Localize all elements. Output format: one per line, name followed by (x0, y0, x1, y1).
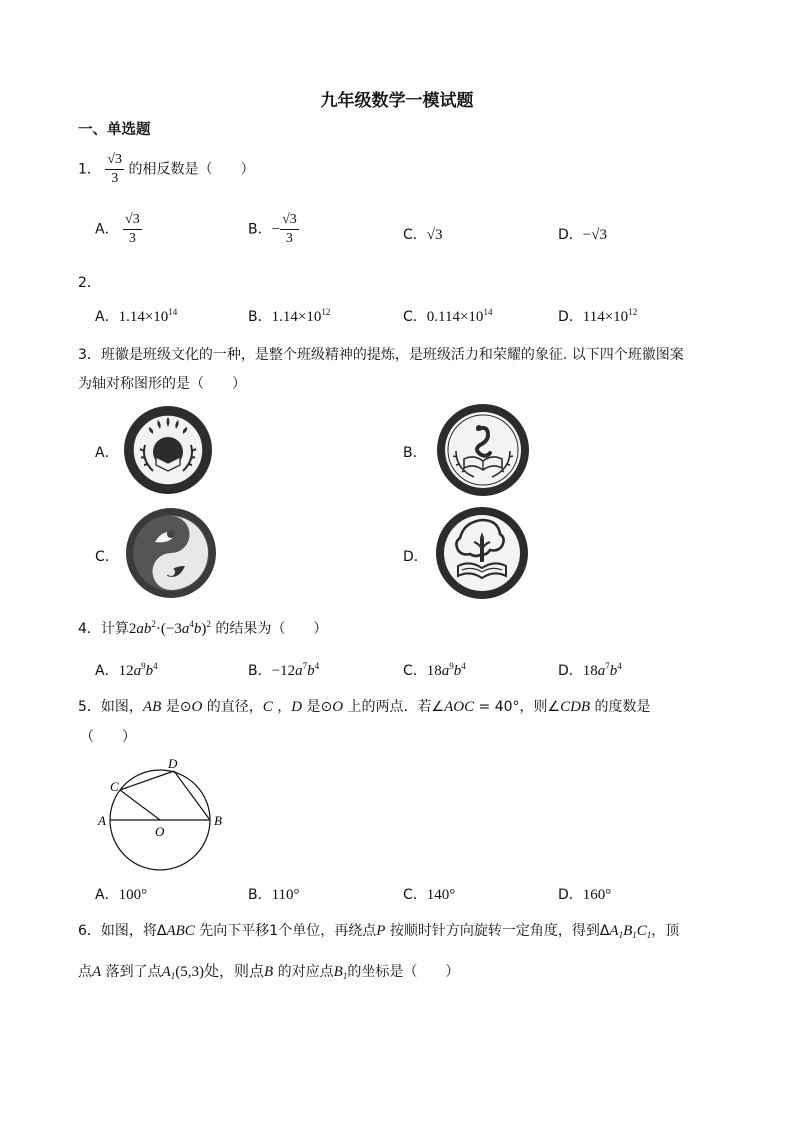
option-label: D． (558, 887, 583, 903)
math-a1: $A_1$ (161, 964, 176, 981)
q4-option-b[interactable]: B．$-12a^7b^4$ (248, 661, 320, 679)
question-text: 上的两点．若∠ (347, 699, 445, 715)
option-label: D． (558, 227, 583, 243)
question-text: 的对应点 (277, 964, 334, 980)
option-mantissa: 0.114×10 (426, 309, 484, 325)
math-aoc: AOC (444, 699, 475, 715)
option-coefficient: 18 (582, 663, 598, 679)
option-value: 140° (426, 887, 456, 903)
math-c: C (262, 699, 273, 715)
math-b1: $B_1$ (333, 964, 348, 981)
q4-option-a[interactable]: A．$12a^9b^4$ (95, 661, 158, 679)
math-b: B (264, 964, 274, 980)
option-exponent: 14 (168, 307, 178, 317)
section-heading: 一、单选题 (78, 122, 151, 138)
question-5-line-2: （ ） (80, 729, 136, 745)
option-mantissa: 114×10 (582, 309, 629, 325)
emblem-c-yin-yang-icon[interactable] (125, 506, 217, 600)
question-text: 的度数是 (594, 699, 651, 715)
question-4 (78, 618, 327, 638)
question-text: 的直径， (206, 699, 263, 715)
fraction-numerator: √3 (280, 212, 299, 230)
option-value: −√3 (582, 227, 607, 243)
question-5-line-1 (78, 696, 651, 716)
option-value: √3 (426, 227, 443, 243)
emblem-a-flame-laurel-icon[interactable] (122, 405, 214, 495)
option-label: D． (558, 663, 583, 679)
question-6-line-1 (78, 920, 679, 940)
q3-option-a-label[interactable]: A． (95, 445, 119, 461)
question-text: 先向下平移1个单位，再绕点 (199, 923, 377, 939)
option-exponent-b: 4 (617, 661, 622, 671)
fraction (123, 212, 142, 247)
option-mantissa: 1.14×10 (271, 309, 322, 325)
q2-option-a[interactable] (95, 306, 177, 326)
q1-option-c[interactable] (403, 224, 443, 244)
question-text: 4．计算 (78, 621, 129, 637)
q1-option-d[interactable] (558, 224, 607, 244)
option-label: B． (248, 663, 272, 679)
option-label: A． (95, 221, 119, 238)
point-a-label: A (98, 813, 106, 828)
option-value: 110° (271, 887, 300, 903)
question-text: 5．如图， (78, 699, 143, 715)
emblem-d-tree-book-icon[interactable] (434, 506, 530, 600)
option-exponent-b: 4 (153, 661, 158, 671)
question-2-number: 2． (78, 275, 101, 291)
emblem-b-book-swirl-icon[interactable] (436, 403, 530, 497)
fraction-numerator: √3 (105, 152, 124, 170)
point-o-label: O (155, 824, 165, 839)
option-exponent-a: 9 (449, 661, 454, 671)
circle-geometry-figure (92, 754, 232, 872)
fraction (105, 152, 124, 187)
q2-option-b[interactable] (248, 306, 330, 326)
fraction-numerator: √3 (123, 212, 142, 230)
fraction (280, 212, 299, 247)
option-coefficient: 18 (426, 663, 442, 679)
math-ab: AB (142, 699, 162, 715)
question-text: (5,3)处，则点 (175, 964, 265, 980)
q2-option-c[interactable] (403, 306, 492, 326)
option-exponent-a: 9 (141, 661, 146, 671)
q3-option-b-label[interactable]: B． (403, 445, 427, 461)
q5-option-b[interactable] (248, 884, 300, 904)
math-a: A (92, 964, 102, 980)
question-text: 按顺时针方向旋转一定角度，得到Δ (389, 923, 610, 939)
point-b-label: B (214, 813, 222, 828)
option-label: C． (403, 663, 427, 679)
math-o: O (191, 699, 203, 715)
fraction-denominator: 3 (128, 231, 136, 246)
math-abc: ABC (166, 923, 195, 939)
option-label: A． (95, 887, 119, 903)
q5-option-d[interactable] (558, 884, 611, 904)
question-text: 点 (78, 964, 92, 980)
option-value: 100° (118, 887, 148, 903)
option-exponent-b: 4 (314, 661, 320, 671)
question-text: = 40°，则∠ (478, 699, 561, 715)
option-exponent: 14 (483, 307, 493, 317)
math-d: D (291, 699, 303, 715)
q2-option-d[interactable] (558, 306, 637, 326)
math-p: P (376, 923, 386, 939)
q5-option-c[interactable] (403, 884, 455, 904)
question-text: 的相反数是（ ） (128, 161, 255, 178)
option-exponent-b: 4 (461, 661, 466, 671)
q3-option-c-label[interactable]: C． (95, 549, 119, 565)
fraction-denominator: 3 (285, 231, 293, 246)
question-text: 是⊙ (306, 699, 333, 715)
option-label: B． (248, 309, 272, 325)
option-exponent: 12 (628, 307, 638, 317)
math-cdb: CDB (560, 699, 591, 715)
q1-option-a[interactable] (95, 212, 142, 247)
page-title: 九年级数学一模试题 (320, 91, 474, 111)
math-o: O (332, 699, 344, 715)
math-a1b1c1: $A_1B_1C_1$ (609, 923, 652, 940)
option-coefficient: 12 (118, 663, 134, 679)
option-coefficient: −12 (271, 663, 296, 679)
point-d-label: D (168, 756, 178, 771)
option-label: A． (95, 309, 119, 325)
option-exponent: 12 (321, 307, 331, 317)
option-label: B． (248, 221, 272, 238)
q4-option-d[interactable]: D．$18a^7b^4$ (558, 661, 622, 679)
option-label: D． (558, 309, 583, 325)
option-value: 160° (582, 887, 612, 903)
minus-sign: − (271, 221, 281, 238)
fraction-denominator: 3 (111, 171, 119, 186)
question-number: 1． (78, 161, 101, 178)
question-text: 落到了点 (105, 964, 162, 980)
question-text: ， (277, 699, 292, 715)
question-6-line-2 (78, 960, 459, 981)
option-label: B． (248, 887, 272, 903)
point-c-label: C (110, 779, 119, 794)
option-label: C． (403, 887, 427, 903)
question-text: 6．如图，将Δ (78, 923, 167, 939)
question-text: 是⊙ (165, 699, 192, 715)
question-text: ，顶 (651, 923, 680, 939)
question-text: 的坐标是（ ） (347, 964, 460, 980)
option-exponent-a: 7 (302, 661, 308, 671)
q5-option-a[interactable] (95, 884, 147, 904)
option-label: C． (403, 309, 427, 325)
question-3-line-2: 为轴对称图形的是（ ） (78, 376, 246, 392)
q4-option-c[interactable]: C．$18a^9b^4$ (403, 661, 466, 679)
option-label: C． (403, 227, 427, 243)
question-3-line-1: 3．班徽是班级文化的一种，是整个班级精神的提炼，是班级活力和荣耀的象征. 以下四个班徽图案 (78, 347, 684, 363)
option-label: A． (95, 663, 119, 679)
q1-option-b[interactable] (248, 212, 299, 247)
question-1 (78, 152, 255, 187)
option-exponent-a: 7 (605, 661, 610, 671)
option-mantissa: 1.14×10 (118, 309, 169, 325)
q3-option-d-label[interactable]: D． (403, 549, 428, 565)
question-text: 的结果为（ ） (215, 621, 328, 637)
math-expression: $2ab^2\cdot(-3a^4b)^2$ (128, 619, 211, 637)
